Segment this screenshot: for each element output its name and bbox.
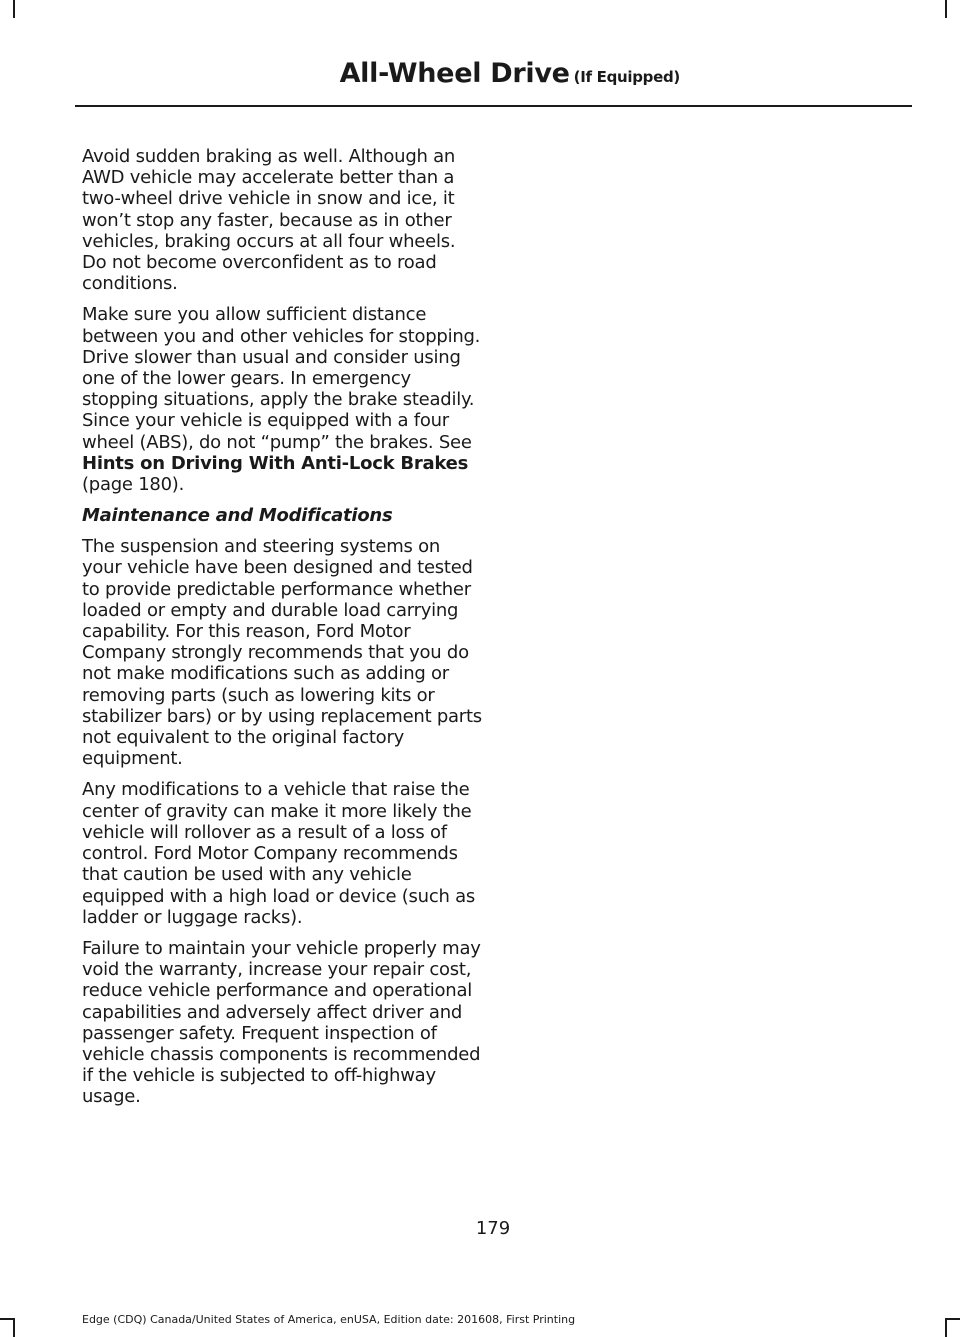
main-content bbox=[82, 146, 482, 1118]
crop-mark-top-right bbox=[945, 0, 947, 18]
header-title-suffix: (If Equipped) bbox=[573, 68, 680, 86]
paragraph-maintenance-failure: Failure to maintain your vehicle properly may void the warranty, increase your repair cost, reduce vehicle performance and operational capabilities and adversely affect driver and passenger safety. Frequent inspection of vehicle chassis components is recommended if the vehicle is subjected to off-highway usage. bbox=[82, 937, 481, 1108]
header-divider bbox=[75, 105, 912, 107]
crop-mark-bottom-right-vertical bbox=[945, 1318, 947, 1337]
crop-mark-bottom-left-horizontal bbox=[0, 1318, 14, 1320]
section-heading-maintenance: Maintenance and Modifications bbox=[82, 505, 393, 527]
cross-reference-link[interactable]: Hints on Driving With Anti-Lock Brakes bbox=[82, 452, 469, 474]
crop-mark-bottom-left-vertical bbox=[13, 1318, 15, 1337]
paragraph-stopping-distance-text: Make sure you allow sufficient distance between you and other vehicles for stopping. Drive slower than usual and consider using one of the lower gears. In emergency stopping situations, apply the brake steadily. Since your vehicle is equipped with a four wheel (ABS), do not “pump” the brakes. See bbox=[82, 304, 481, 453]
paragraph-sudden-braking: Avoid sudden braking as well. Although an AWD vehicle may accelerate better than a two-wheel drive vehicle in snow and ice, it won’t stop any faster, because as in other vehicles, braking occurs at all four wheels. Do not become overconfident as to road conditions. bbox=[82, 146, 456, 295]
page-number: 179 bbox=[475, 1218, 511, 1239]
cross-reference-page: (page 180). bbox=[82, 474, 185, 496]
crop-mark-top-left bbox=[13, 0, 15, 18]
page-header-title bbox=[340, 58, 680, 89]
header-title-text: All-Wheel Drive bbox=[339, 58, 570, 89]
footer-edition-info: Edge (CDQ) Canada/United States of America, enUSA, Edition date: 201608, First Printing bbox=[82, 1313, 576, 1326]
paragraph-modifications: Any modifications to a vehicle that raise the center of gravity can make it more likely the vehicle will rollover as a result of a loss of control. Ford Motor Company recommends that caution be used with any vehicle equipped with a high load or device (such as ladder or luggage racks). bbox=[82, 779, 476, 928]
paragraph-suspension-steering: The suspension and steering systems on your vehicle have been designed and tested to provide predictable performance whether loaded or empty and durable load carrying capability. For this reason, Ford Motor Company strongly recommends that you do not make modifications such as adding or removing parts (such as lowering kits or stabilizer bars) or by using replacement parts not equivalent to the original factory equipment. bbox=[82, 536, 482, 770]
paragraph-stopping-distance bbox=[82, 304, 482, 495]
crop-mark-bottom-right-horizontal bbox=[946, 1318, 960, 1320]
